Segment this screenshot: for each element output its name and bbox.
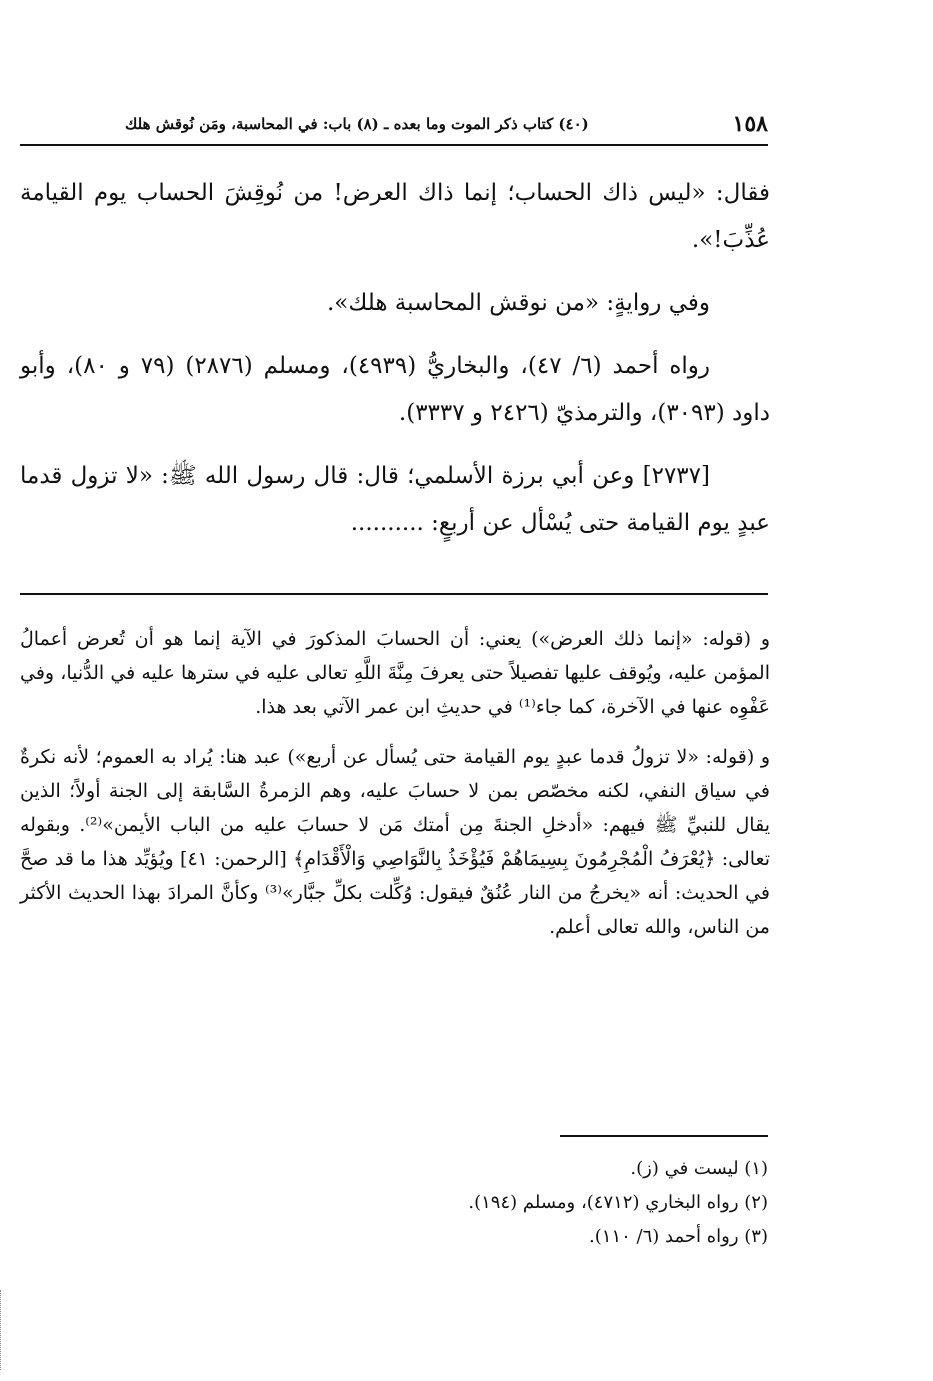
hadith-paragraph: وفي روايةٍ: «من نوقش المحاسبة هلك». (326, 290, 710, 316)
footnotes (20, 1152, 768, 1254)
page-number: ١٥٨ (732, 111, 768, 137)
commentary-text (20, 622, 770, 960)
footnote-divider (560, 1135, 768, 1137)
scan-edge-mark (0, 1290, 7, 1370)
hadith-paragraph: فقال: «ليس ذاك الحساب؛ إنما ذاك العرض! من نُوقِشَ الحساب يوم القيامة عُذِّبَ!». (20, 180, 770, 253)
footnote: (١) ليست في (ز). (630, 1158, 768, 1179)
hadith-text (20, 170, 770, 563)
commentary-paragraph: و (قوله: «لا تزولُ قدما عبدٍ يوم القيامة حتى يُسأل عن أربع») عبد هنا: يُراد به العموم؛ لأنه نكرةٌ في سياق النفي، لكنه مخصّص بمن لا حسابَ عليه، وهم الزمرةُ السَّابقة إلى الجنة أولاً؛ الذين يقال للنبيِّ ﷺ فيهم: «أدخلِ الجنةَ مِن أمتك مَن لا حسابَ عليه من الباب الأيمن»⁽²⁾. وبقوله تعالى: ﴿يُعْرَفُ الْمُجْرِمُونَ بِسِيمَاهُمْ فَيُؤْخَذُ بِالنَّوَاصِي وَالْأَقْدَامِ﴾ [الرحمن: ٤١] ويُؤيِّد هذا ما قد صحَّ في الحديث: أنه «يخرجُ من النار عُنُقٌ فيقول: وُكِّلت بكلِّ جبَّار»⁽³⁾ وكأنَّ المرادَ بهذا الحديث الأكثر من الناس، والله تعالى أعلم. (20, 746, 770, 938)
hadith-paragraph: [٢٧٣٧] وعن أبي برزة الأسلمي؛ قال: قال رسول الله ﷺ: «لا تزول قدما عبدٍ يوم القيامة حتى يُسْأل عن أربعٍ: .......... (20, 463, 770, 536)
footnote: (٢) رواه البخاري (٤٧١٢)، ومسلم (١٩٤). (468, 1192, 768, 1213)
hadith-citation: رواه أحمد (٦/ ٤٧)، والبخاريُّ (٤٩٣٩)، ومسلم (٢٨٧٦) (٧٩ و ٨٠)، وأبو داود (٣٠٩٣)، والترمذيّ (٢٤٢٦ و ٣٣٣٧). (20, 353, 770, 426)
running-title: (٤٠) كتاب ذكر الموت وما بعده ـ (٨) باب: في المحاسبة، ومَن نُوقش هلك (125, 115, 589, 133)
footnote: (٣) رواه أحمد (٦/ ١١٠). (589, 1226, 768, 1247)
header-divider (20, 144, 768, 146)
commentary-divider (20, 593, 768, 595)
page-header (20, 108, 768, 140)
commentary-paragraph: و (قوله: «إنما ذلك العرض») يعني: أن الحسابَ المذكورَ في الآية إنما هو أن تُعرض أعمالُ المؤمن عليه، ويُوقف عليها تفصيلاً حتى يعرفَ مِنَّةَ اللَّهِ تعالى عليه في سترها عليه في الدُّنيا، وفي عَفْوِه عنها في الآخرة، كما جاء⁽¹⁾ في حديثِ ابن عمر الآتي بعد هذا. (20, 628, 770, 718)
